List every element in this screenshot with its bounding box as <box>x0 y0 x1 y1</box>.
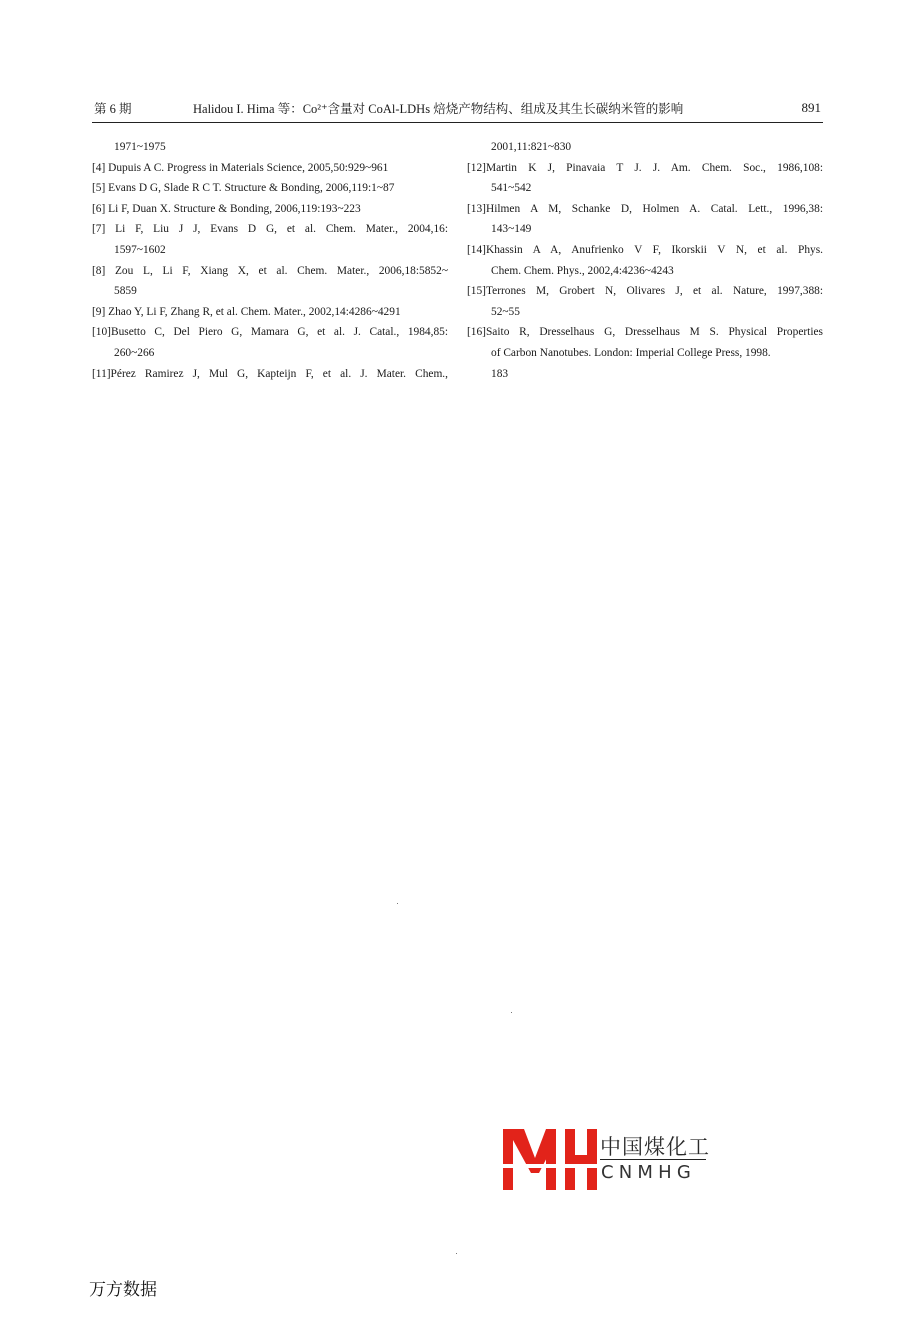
scan-speck <box>511 1012 512 1013</box>
references-right-column <box>467 137 823 384</box>
reference-item <box>92 158 448 179</box>
logo-mark <box>503 1129 597 1190</box>
reference-item <box>92 261 448 302</box>
reference-item <box>92 199 448 220</box>
reference-line: Chem. Chem. Phys., 2002,4:4236~4243 <box>491 264 674 277</box>
issue-number: 第 6 期 <box>94 102 132 116</box>
reference-line: [9] Zhao Y, Li F, Zhang R, et al. Chem. Mater., 2002,14:4286~4291 <box>92 305 401 318</box>
reference-item <box>92 302 448 323</box>
logo-name-cn: 中国煤化工 <box>600 1135 710 1159</box>
reference-item <box>467 281 823 322</box>
reference-line: 5859 <box>114 285 137 298</box>
page-number: 891 <box>801 100 821 115</box>
reference-line: 1971~1975 <box>114 141 166 153</box>
running-title: Halidou I. Hima 等：Co²⁺含量对 CoAl-LDHs 焙烧产物结构、组成及其生长碳纳米管的影响 <box>193 102 684 116</box>
reference-line: [13]Hilmen A M, Schanke D, Holmen A. Catal. Lett., 1996,38: <box>467 202 823 215</box>
cnmhg-logo <box>503 1128 713 1192</box>
scan-speck <box>456 1253 457 1254</box>
source-watermark: 万方数据 <box>89 1280 157 1300</box>
header-rule <box>92 122 823 123</box>
reference-line: [5] Evans D G, Slade R C T. Structure & Bonding, 2006,119:1~87 <box>92 182 395 195</box>
running-header <box>92 96 823 122</box>
reference-line: 183 <box>491 367 509 380</box>
reference-line: 260~266 <box>114 346 155 359</box>
reference-line: [4] Dupuis A C. Progress in Materials Science, 2005,50:929~961 <box>92 161 389 174</box>
reference-line: [6] Li F, Duan X. Structure & Bonding, 2006,119:193~223 <box>92 202 361 215</box>
reference-line: [14]Khassin A A, Anufrienko V F, Ikorskii V N, et al. Phys. <box>467 243 823 256</box>
reference-line: 52~55 <box>491 305 520 318</box>
reference-line: [10]Busetto C, Del Piero G, Mamara G, et al. J. Catal., 1984,85: <box>92 326 448 339</box>
reference-item <box>92 137 448 158</box>
logo-name-en: CNMHG <box>601 1162 697 1183</box>
reference-item <box>467 199 823 240</box>
references-left-column <box>92 137 448 384</box>
reference-line: 2001,11:821~830 <box>491 141 572 153</box>
reference-line: 541~542 <box>491 182 532 195</box>
reference-item <box>467 158 823 199</box>
reference-item <box>92 178 448 199</box>
reference-line: 1597~1602 <box>114 243 166 256</box>
logo-divider <box>600 1159 706 1160</box>
reference-line: of Carbon Nanotubes. London: Imperial College Press, 1998. <box>491 346 771 359</box>
reference-item <box>92 322 448 363</box>
reference-line: [15]Terrones M, Grobert N, Olivares J, et al. Nature, 1997,388: <box>467 285 823 298</box>
reference-line: [8] Zou L, Li F, Xiang X, et al. Chem. Mater., 2006,18:5852~ <box>92 264 448 277</box>
reference-item <box>92 364 448 385</box>
reference-item <box>467 322 823 384</box>
mh-logo-icon <box>503 1128 597 1192</box>
reference-line: 143~149 <box>491 223 532 236</box>
reference-line: [12]Martin K J, Pinavaia T J. J. Am. Chem. Soc., 1986,108: <box>467 161 823 174</box>
scan-speck <box>397 903 398 904</box>
reference-item <box>467 240 823 281</box>
reference-line: [11]Pérez Ramirez J, Mul G, Kapteijn F, et al. J. Mater. Chem., <box>92 367 448 380</box>
reference-item <box>92 219 448 260</box>
reference-item <box>467 137 823 158</box>
reference-line: [7] Li F, Liu J J, Evans D G, et al. Chem. Mater., 2004,16: <box>92 223 448 236</box>
reference-line: [16]Saito R, Dresselhaus G, Dresselhaus M S. Physical Properties <box>467 326 823 339</box>
